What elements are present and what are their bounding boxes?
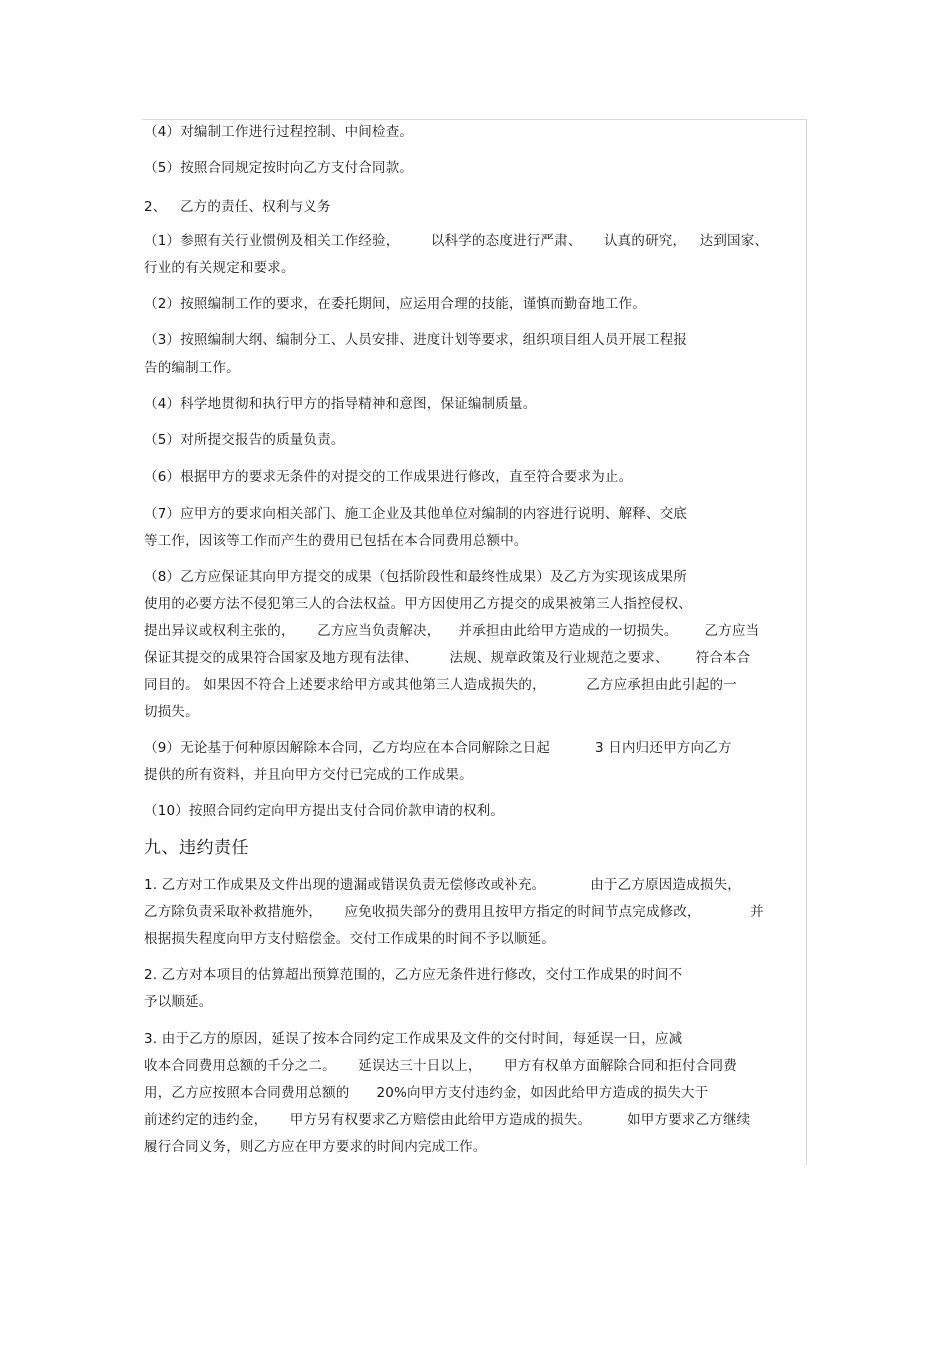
text-line: 切损失。 — [144, 704, 199, 720]
section-heading: 2、 乙方的责任、权利与义务 — [144, 199, 331, 215]
text-line: 3. 由于乙方的原因，延误了按本合同约定工作成果及文件的交付时间，每延误一日，应减 — [144, 1031, 683, 1047]
text-line: 1. 乙方对工作成果及文件出现的遗漏或错误负责无偿修改或补充。 由于乙方原因造成损失， — [144, 877, 741, 893]
text-line: （9）无论基于何种原因解除本合同，乙方均应在本合同解除之日起 3 日内归还甲方向乙方 — [144, 740, 732, 756]
text-line: （1）参照有关行业惯例及相关工作经验， 以科学的态度进行严肃、 认真的研究， 达到国家、 — [144, 233, 769, 249]
text-line: 前述约定的违约金， 甲方另有权要求乙方赔偿由此给甲方造成的损失。 如甲方要求乙方继续 — [144, 1112, 751, 1128]
text-line: 告的编制工作。 — [144, 360, 240, 376]
text-line: 2. 乙方对本项目的估算超出预算范围的，乙方应无条件进行修改，交付工作成果的时间不 — [144, 967, 683, 983]
text-line: （6）根据甲方的要求无条件的对提交的工作成果进行修改，直至符合要求为止。 — [144, 469, 633, 485]
text-line: 收本合同费用总额的千分之二。 延误达三十日以上， 甲方有权单方面解除合同和拒付合同费 — [144, 1058, 737, 1074]
text-line: 履行合同义务，则乙方应在甲方要求的时间内完成工作。 — [144, 1139, 487, 1155]
text-line: （3）按照编制大纲、编制分工、人员安排、进度计划等要求，组织项目组人员开展工程报 — [144, 332, 688, 348]
text-line: （10）按照合同约定向甲方提出支付合同价款申请的权利。 — [144, 803, 505, 819]
text-line: 保证其提交的成果符合国家及地方现有法律、 法规、规章政策及行业规范之要求、 符合本合 — [144, 650, 751, 666]
text-line: 使用的必要方法不侵犯第三人的合法权益。甲方因使用乙方提交的成果被第三人指控侵权、 — [144, 596, 692, 612]
text-line: 予以顺延。 — [144, 994, 213, 1010]
text-line: 等工作，因该等工作而产生的费用已包括在本合同费用总额中。 — [144, 533, 528, 549]
text-line: 乙方除负责采取补救措施外， 应免收损失部分的费用且按甲方指定的时间节点完成修改， 并 — [144, 904, 764, 920]
text-line: （7）应甲方的要求向相关部门、施工企业及其他单位对编制的内容进行说明、解释、交底 — [144, 506, 688, 522]
text-line: （5）按照合同规定按时向乙方支付合同款。 — [144, 160, 414, 176]
text-line: （8）乙方应保证其向甲方提交的成果（包括阶段性和最终性成果）及乙方为实现该成果所 — [144, 569, 688, 585]
text-line: 提出异议或权利主张的， 乙方应当负责解决， 并承担由此给甲方造成的一切损失。 乙方应当 — [144, 623, 760, 639]
text-line: 提供的所有资料，并且向甲方交付已完成的工作成果。 — [144, 767, 473, 783]
text-line: 行业的有关规定和要求。 — [144, 260, 295, 276]
text-line: 根据损失程度向甲方支付赔偿金。交付工作成果的时间不予以顺延。 — [144, 931, 555, 947]
text-line: （4）科学地贯彻和执行甲方的指导精神和意图，保证编制质量。 — [144, 396, 537, 412]
chapter-heading: 九、违约责任 — [144, 838, 249, 858]
text-line: 同目的。 如果因不符合上述要求给甲方或其他第三人造成损失的， 乙方应承担由此引起的一 — [144, 677, 737, 693]
text-line: （5）对所提交报告的质量负责。 — [144, 432, 345, 448]
text-line: 用，乙方应按照本合同费用总额的 20%向甲方支付违约金，如因此给甲方造成的损失大于 — [144, 1085, 709, 1101]
text-line: （4）对编制工作进行过程控制、中间检查。 — [144, 124, 414, 140]
text-line: （2）按照编制工作的要求，在委托期间，应运用合理的技能，谨慎而勤奋地工作。 — [144, 296, 646, 312]
